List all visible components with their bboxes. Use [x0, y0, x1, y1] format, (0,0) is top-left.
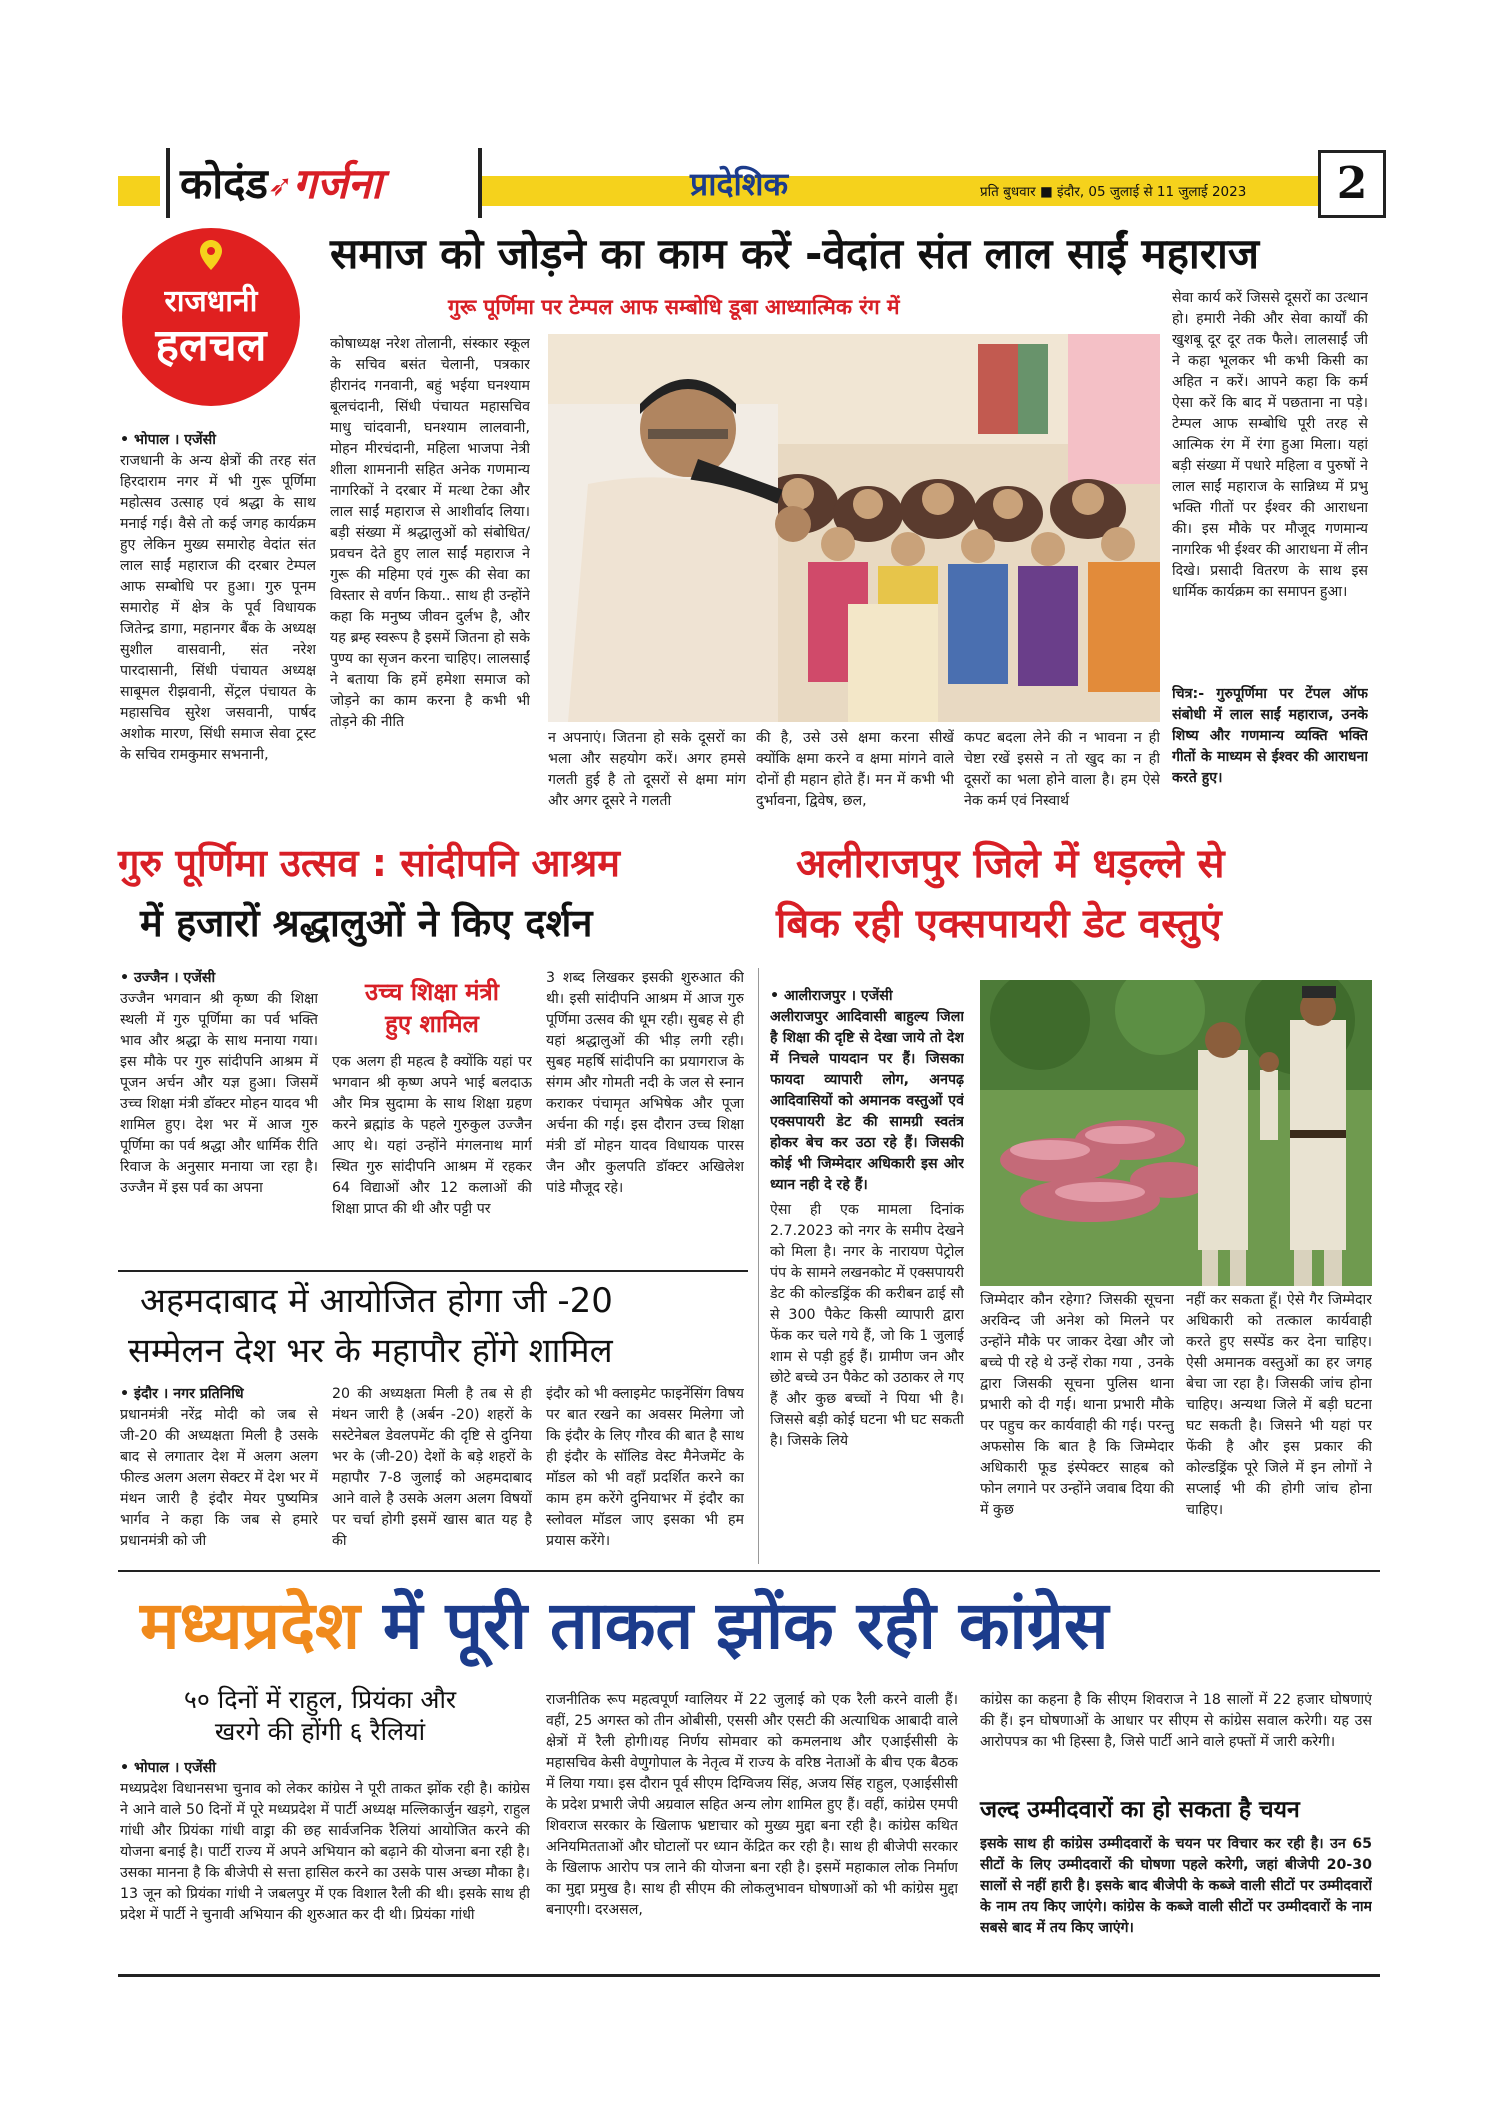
story5-box-text: [980, 1834, 1372, 1968]
story3-headline-line1: अहमदाबाद में आयोजित होगा जी -20: [140, 1281, 613, 1321]
page-number: 2: [1318, 150, 1386, 218]
story4-photo: [980, 980, 1372, 1286]
story1-column-1: [120, 430, 316, 822]
story1-col3-text: न अपनाएं। जितना हो सके दूसरों का भला और सहयोग करें। अगर हमसे गलती हुई है तो दूसरों से क्षमा मांग और अगर दूसरे ने गलती: [548, 730, 746, 809]
story2-dateline: • उज्जैन । एजेंसी: [120, 970, 216, 986]
story5-headline-part3: ताकत झोंक रही कांग्रेस: [550, 1587, 1109, 1664]
dateline: प्रति बुधवार ■ इंदौर, 05 जुलाई से 11 जुलाई 2023: [980, 184, 1247, 200]
story3-top-rule: [118, 1270, 748, 1272]
story5-top-rule: [118, 1570, 1380, 1572]
story1-column-4: [756, 728, 954, 822]
pin-icon: [200, 240, 222, 270]
story1-col5-text: कपट बदला लेने की न भावना न ही चेष्टा रखें इससे न तो खुद का न ही दूसरों का भला होने वाला है। हम ऐसे नेक कर्म एवं निस्वार्थ: [964, 730, 1160, 809]
story2-headline-line1: गुरु पूर्णिमा उत्सव : सांदीपनि आश्रम: [118, 841, 620, 885]
story4-lead-text: अलीराजपुर आदिवासी बाहुल्य जिला है शिक्षा की दृष्टि से देखा जाये तो देश में निचले पायदान पर हैं। जिसका फायदा व्यापारी लोग, अनपढ़ आदिवासियों को अमानक वस्तुओं एवं एक्सपायरी डेट की सामग्री स्वतंत्र होकर बेच कर उठा रहे हैं। जिसकी कोई भी जिम्मेदार अधिकारी इस ओर ध्यान नही दे रहे हैं।: [770, 1009, 964, 1193]
story3-column-3: [546, 1384, 744, 1564]
story5-headline-part2: में पूरी: [383, 1587, 528, 1664]
story5-col3-text: कांग्रेस का कहना है कि सीएम शिवराज ने 18 सालों में 22 हजार घोषणाएं की हैं। इन घोषणाओं के आधार पर सीएम से कांग्रेस सवाल करेगी। यह उस आरोपपत्र का भी हिस्सा है, जिसे पार्टी आने वाले हफ्तों में जारी करेगी।: [980, 1692, 1372, 1750]
badge-line1: राजधानी: [164, 284, 258, 319]
story5-column-1: [120, 1758, 530, 1968]
story3-col2-text: 20 की अध्यक्षता मिली है तब से ही मंथन जारी है (अर्बन -20) शहरों के सस्टेनेबल डेवलपमेंट की दृष्टि से दुनिया भर के (जी-20) देशों के बड़े शहरों के महापौर 7-8 जुलाई को अहमदाबाद आने वाले है उसके अलग अलग विषयों पर चर्चा होगी इसमें खास बात यह है की: [332, 1386, 532, 1549]
story2-headline-line2: में हजारों श्रद्धालुओं ने किए दर्शन: [140, 901, 593, 945]
story3-column-1: [120, 1384, 318, 1564]
story3-col1-text: प्रधानमंत्री नरेंद्र मोदी को जब से जी-20 की अध्यक्षता मिली है उसके बाद से लगातार देश में अलग अलग फील्ड अलग अलग सेक्टर में देश भर में मंथन जारी है इंदौर मेयर पुष्यमित्र भार्गव ने कहा कि जब से हमारे प्रधानमंत्री को जी: [120, 1407, 318, 1549]
story3-dateline: • इंदौर । नगर प्रतिनिधि: [120, 1386, 244, 1402]
story1-caption-text: चित्र:- गुरुपूर्णिमा पर टेंपल ऑफ संबोधी में लाल साईं महाराज, उनके शिष्य और गणमान्य व्यक्ति भक्ति गीतों के माध्यम से ईश्वर की आराधना करते हुए।: [1172, 686, 1368, 786]
story5-subhead-line2: खरगे की होंगी ६ रैलियां: [214, 1717, 426, 1746]
story2-col1-text: उज्जैन भगवान श्री कृष्ण की शिक्षा स्थली में गुरु पूर्णिमा का पर्व भक्ति भाव और श्रद्धा के साथ मनाया गया। इस मौके पर गुरु सांदीपनि आश्रम में पूजन अर्चन और यज्ञ हुआ। जिसमें उच्च शिक्षा मंत्री डॉक्टर मोहन यादव भी शामिल हुए। देश भर में आज गुरु पूर्णिमा का पर्व श्रद्धा और धार्मिक रीति रिवाज के अनुसार मनाया जा रहा है। उज्जैन में इस पर्व का अपना: [120, 991, 318, 1196]
story5-col1-text: मध्यप्रदेश विधानसभा चुनाव को लेकर कांग्रेस ने पूरी ताकत झोंक रही है। कांग्रेस ने आने वाले 50 दिनों में पूरे मध्यप्रदेश में पार्टी अध्यक्ष मल्लिकार्जुन खड़गे, राहुल गांधी और प्रियंका गांधी वाड्रा की छह सार्वजनिक रैलियां आयोजित करने की योजना बनाई है। पार्टी राज्य में अपने अभियान को बढ़ाने की योजना बना रही है। उसका मानना है कि बीजेपी से सत्ता हासिल करने का उसके पास अच्छा मौका है। 13 जून को प्रियंका गांधी ने जबलपुर में एक विशाल रैली की थी। इसके साथ ही प्रदेश में पार्टी ने चुनावी अभियान की शुरुआत कर दी थी। प्रियंका गांधी: [120, 1781, 530, 1923]
story2-col2-text: एक अलग ही महत्व है क्योंकि यहां पर भगवान श्री कृष्ण अपने भाई बलदाऊ और मित्र सुदामा के साथ शिक्षा ग्रहण करने ब्रह्मांड के पहले गुरुकुल उज्जैन आए थे। यहां उन्होंने मंगलनाथ मार्ग स्थित गुरु सांदीपनि आश्रम में रहकर 64 विद्याओं और 12 कलाओं की शिक्षा प्राप्त की थी और पट्टी पर: [332, 1054, 532, 1217]
story2-subhead-line2: हुए शामिल: [385, 1010, 479, 1038]
story3-column-2: [332, 1384, 532, 1564]
story1-column-6: [1172, 288, 1368, 684]
masthead-right-bar: [478, 148, 482, 218]
story2-col3-text: 3 शब्द लिखकर इसकी शुरुआत की थी। इसी सांदीपनि आश्रम में आज गुरु पूर्णिमा उत्सव की धूम रही। सुबह से ही यहां श्रद्धालुओं की भीड़ लगी रही। सुबह महर्षि सांदीपनि का प्रयागराज के संगम और गोमती नदी के जल से स्नान कराकर पंचामृत अभिषेक और पूजा अर्चना की गई। इस दौरान उच्च शिक्षा मंत्री डॉ मोहन यादव विधायक पारस जैन और कुलपति डॉक्टर अखिलेश पांडे मौजूद रहे।: [546, 970, 744, 1196]
story4-dateline: • आलीराजपुर । एजेंसी: [770, 988, 893, 1004]
story2-column-1: [120, 968, 318, 1268]
masthead-title: [180, 156, 382, 215]
story1-dateline: • भोपाल । एजेंसी: [120, 432, 216, 448]
arrow-icon: ➶: [267, 168, 294, 204]
story5-dateline: • भोपाल । एजेंसी: [120, 1760, 216, 1776]
story5-headline: [140, 1584, 1108, 1668]
story5-column-2: [546, 1690, 958, 1968]
story1-column-5: [964, 728, 1160, 822]
story1-column-2: [330, 334, 530, 822]
masthead-name-part1: कोदंड: [180, 159, 268, 208]
bottom-rule: [118, 1974, 1380, 1977]
story1-column-3: [548, 728, 746, 822]
story2-column-3: [546, 968, 744, 1268]
story4-column-2: [980, 1290, 1174, 1566]
story2-subhead-line1: उच्च शिक्षा मंत्री: [365, 978, 499, 1006]
story1-photo: [548, 334, 1160, 722]
story1-col2-text: कोषाध्यक्ष नरेश तोलानी, संस्कार स्कूल के सचिव बसंत चेलानी, पत्रकार हीरानंद गनवानी, बहुं भईया घनश्याम बूलचंदानी, सिंधी पंचायत महासचिव माधु चांदवानी, घनश्याम लालवानी, मोहन मीरचंदानी, महिला भाजपा नेत्री शीला शामनानी सहित अनेक गणमान्य नागरिकों ने दरबार में मत्था टेका और लाल साईं महाराज से आशीर्वाद लिया।बड़ी संख्या में श्रद्धालुओं को संबोधित/प्रवचन देते हुए लाल साईं महाराज ने गुरू की महिमा एवं गुरू की सेवा का विस्तार से वर्णन किया.. साथ ही उन्होंने कहा कि मनुष्य जीवन दुर्लभ है, और यह ब्रम्ह स्वरूप है इसमें जितना हो सके पुण्य का सृजन करना चाहिए। लालसाईं ने बताया कि हमें हमेशा समाज को जोड़ने का काम करना है कभी भी तोड़ने की नीति: [330, 336, 530, 730]
story1-subhead: गुरू पूर्णिमा पर टेम्पल आफ सम्बोधि डूबा आध्यात्मिक रंग में: [448, 295, 900, 319]
masthead-name-part2: गर्जना: [293, 159, 383, 208]
story1-headline: समाज को जोड़ने का काम करें -वेदांत संत लाल साईं महाराज: [330, 229, 1260, 278]
story5-col2-text: राजनीतिक रूप महत्वपूर्ण ग्वालियर में 22 जुलाई को एक रैली करने वाली हैं। वहीं, 25 अगस्त को तीन ओबीसी, एससी और एसटी की अत्याधिक आबादी वाले क्षेत्रों में रैली होगी।यह निर्णय सोमवार को कमलनाथ और एआईसीसी के महासचिव केसी वेणुगोपाल के नेतृत्व में राज्य के वरिष्ठ नेताओं के बीच एक बैठक में लिया गया। इस दौरान पूर्व सीएम दिग्विजय सिंह, अजय सिंह राहुल, एआईसीसी के प्रदेश प्रभारी जेपी अग्रवाल सहित अन्य लोग शामिल हुए हैं। वहीं, कांग्रेस एमपी शिवराज सरकार के खिलाफ भ्रष्टाचार को मुख्य मुद्दा बना रही है। कांग्रेस कथित अनियमितताओं और घोटालों पर ध्यान केंद्रित कर रही है। साथ ही बीजेपी सरकार के खिलाफ आरोप पत्र लाने की योजना बना रही है। इसमें महाकाल लोक निर्माण का मुद्दा प्रमुख है। साथ ही सीएम की लोकलुभावन घोषणाओं को भी कांग्रेस मुद्दा बनाएगी। दरअसल,: [546, 1692, 958, 1918]
story1-col4-text: की है, उसे उसे क्षमा करना सीखें क्योंकि क्षमा करने व क्षमा मांगने वाले दोनों ही महान होते हैं। मन में कभी भी दुर्भावना, द्विवेष, छल,: [756, 730, 954, 809]
story4-headline-line1: अलीराजपुर जिले में धड़ल्ले से: [796, 841, 1225, 887]
story4-col1-text: ऐसा ही एक मामला दिनांक 2.7.2023 को नगर के समीप देखने को मिला है। नगर के नारायण पेट्रोल पंप के सामने लखनकोट में एक्सपायरी डेट की कोल्डड्रिंक की करीबन ढाई सौ से 300 पैकेट किसी व्यापारी द्वारा फेंक कर चले गये हैं, जो कि 1 जुलाई शाम से पड़ी हुई हैं। ग्रामीण जन और छोटे बच्चे उन पैकेट को उठाकर ले गए हैं और कुछ बच्चों ने पिया भी है। जिससे बड़ी कोई घटना भी घट सकती है। जिसके लिये: [770, 1202, 964, 1449]
story4-col2-text: जिम्मेदार कौन रहेगा? जिसकी सूचना अरविन्द जी अनेश को मिलने पर उन्होंने मौके पर जाकर देखा और जो बच्चे पी रहे थे उन्हें रोका गया , उनके द्वारा जिसकी सूचना पुलिस थाना प्रभारी को दी गई। थाना प्रभारी मौके पर पहुच कर कार्यवाही की गई। परन्तु अफसोस कि बात है कि जिम्मेदार अधिकारी फूड इंस्पेक्टर साहब को फोन लगाने पर उन्होंने जवाब दिया की में कुछ: [980, 1292, 1174, 1518]
story5-headline-part1: मध्यप्रदेश: [140, 1587, 361, 1664]
story1-caption: [1172, 684, 1368, 824]
story5-column-3: [980, 1690, 1372, 1782]
story4-headline-line2: बिक रही एक्सपायरी डेट वस्तुएं: [776, 901, 1222, 947]
story2-column-2: [332, 1052, 532, 1268]
badge-line2: हलचल: [155, 320, 267, 371]
section-label: प्रादेशिक: [690, 165, 789, 203]
story4-column-3: [1186, 1290, 1372, 1566]
story1-col6-text: सेवा कार्य करें जिससे दूसरों का उत्थान हो। हमारी नेकी और सेवा कार्यों की खुशबू दूर दूर तक फैले। लालसाईं जी ने कहा भूलकर भी कभी किसी का अहित न करें। आपने कहा कि कर्म ऐसा करें कि बाद में पछताना ना पड़े। टेम्पल आफ सम्बोधि पूरी तरह से आत्मिक रंग में रंगा हुआ मिला। यहां बड़ी संख्या में पधारे महिला व पुरुषों ने लाल साईं महाराज के सान्निध्य में प्रभु भक्ति गीतों पर ईश्वर की आराधना की। इस मौके पर मौजूद गणमान्य नागरिक भी ईश्वर की आराधना में लीन दिखे। प्रसादी वितरण के साथ इस धार्मिक कार्यक्रम का समापन हुआ।: [1172, 290, 1368, 600]
story4-col3-text: नहीं कर सकता हूँ। ऐसे गैर जिम्मेदार अधिकारी को तत्काल कार्यवाही करते हुए सस्पेंड कर देना चाहिए। ऐसी अमानक वस्तुओं का हर जगह बेचा जा रहा है। जिसकी जांच होना चाहिए। अन्यथा जिले में बड़ी घटना घट सकती है। जिसने भी यहां पर फेंकी है और इस प्रकार की कोल्डड्रिंक पूरे जिले में इन लोगों ने सप्लाई भी की होगी जांच होना चाहिए।: [1186, 1292, 1372, 1518]
masthead-left-bar: [166, 148, 170, 218]
column-divider: [758, 968, 759, 1564]
story5-box-title: जल्द उम्मीदवारों का हो सकता है चयन: [980, 1797, 1300, 1823]
story5-box-text-body: इसके साथ ही कांग्रेस उम्मीदवारों के चयन पर विचार कर रही है। उन 65 सीटों के लिए उम्मीदवारों की घोषणा पहले करेगी, जहां बीजेपी 20-30 सालों से नहीं हारी है। इसके बाद बीजेपी के कब्जे वाली सीटों पर उम्मीदवारों के नाम तय किए जाएंगे। कांग्रेस के कब्जे वाली सीटों पर उम्मीदवारों के नाम सबसे बाद में तय किए जाएंगे।: [980, 1836, 1372, 1936]
story3-headline-line2: सम्मेलन देश भर के महापौर होंगे शामिल: [128, 1331, 613, 1371]
story5-subhead-line1: ५० दिनों में राहुल, प्रियंका और: [183, 1685, 457, 1714]
story4-column-1: [770, 986, 964, 1566]
story1-col1-text: राजधानी के अन्य क्षेत्रों की तरह संत हिरदाराम नगर में भी गुरू पूर्णिमा महोत्सव उत्साह एवं श्रद्धा के साथ मनाई गई। वैसे तो कई जगह कार्यक्रम हुए लेकिन मुख्य समारोह वेदांत संत लाल साईं महाराज की दरबार टेम्पल आफ सम्बोधि पर हुआ। गुरु पूनम समारोह में क्षेत्र के पूर्व विधायक जितेन्द्र डागा, महानगर बैंक के अध्यक्ष सुशील वासवानी, संत नरेश पारदासानी, सिंधी पंचायत अध्यक्ष साबूमल रीझवानी, सेंट्रल पंचायत के महासचिव सुरेश जसवानी, पार्षद अशोक मारण, सिंधी समाज सेवा ट्रस्ट के सचिव रामकुमार सभनानी,: [120, 453, 316, 763]
story3-col3-text: इंदौर को भी क्लाइमेट फाइनेंसिंग विषय पर बात रखने का अवसर मिलेगा जो कि इंदौर के लिए गौरव की बात है साथ ही इंदौर के सॉलिड वेस्ट मैनेजमेंट के मॉडल को भी वहाँ प्रदर्शित करने का काम हम करेंगे दुनियाभर में इंदौर का स्लोवल मॉडल जाए इसका भी हम प्रयास करेंगे।: [546, 1386, 744, 1549]
